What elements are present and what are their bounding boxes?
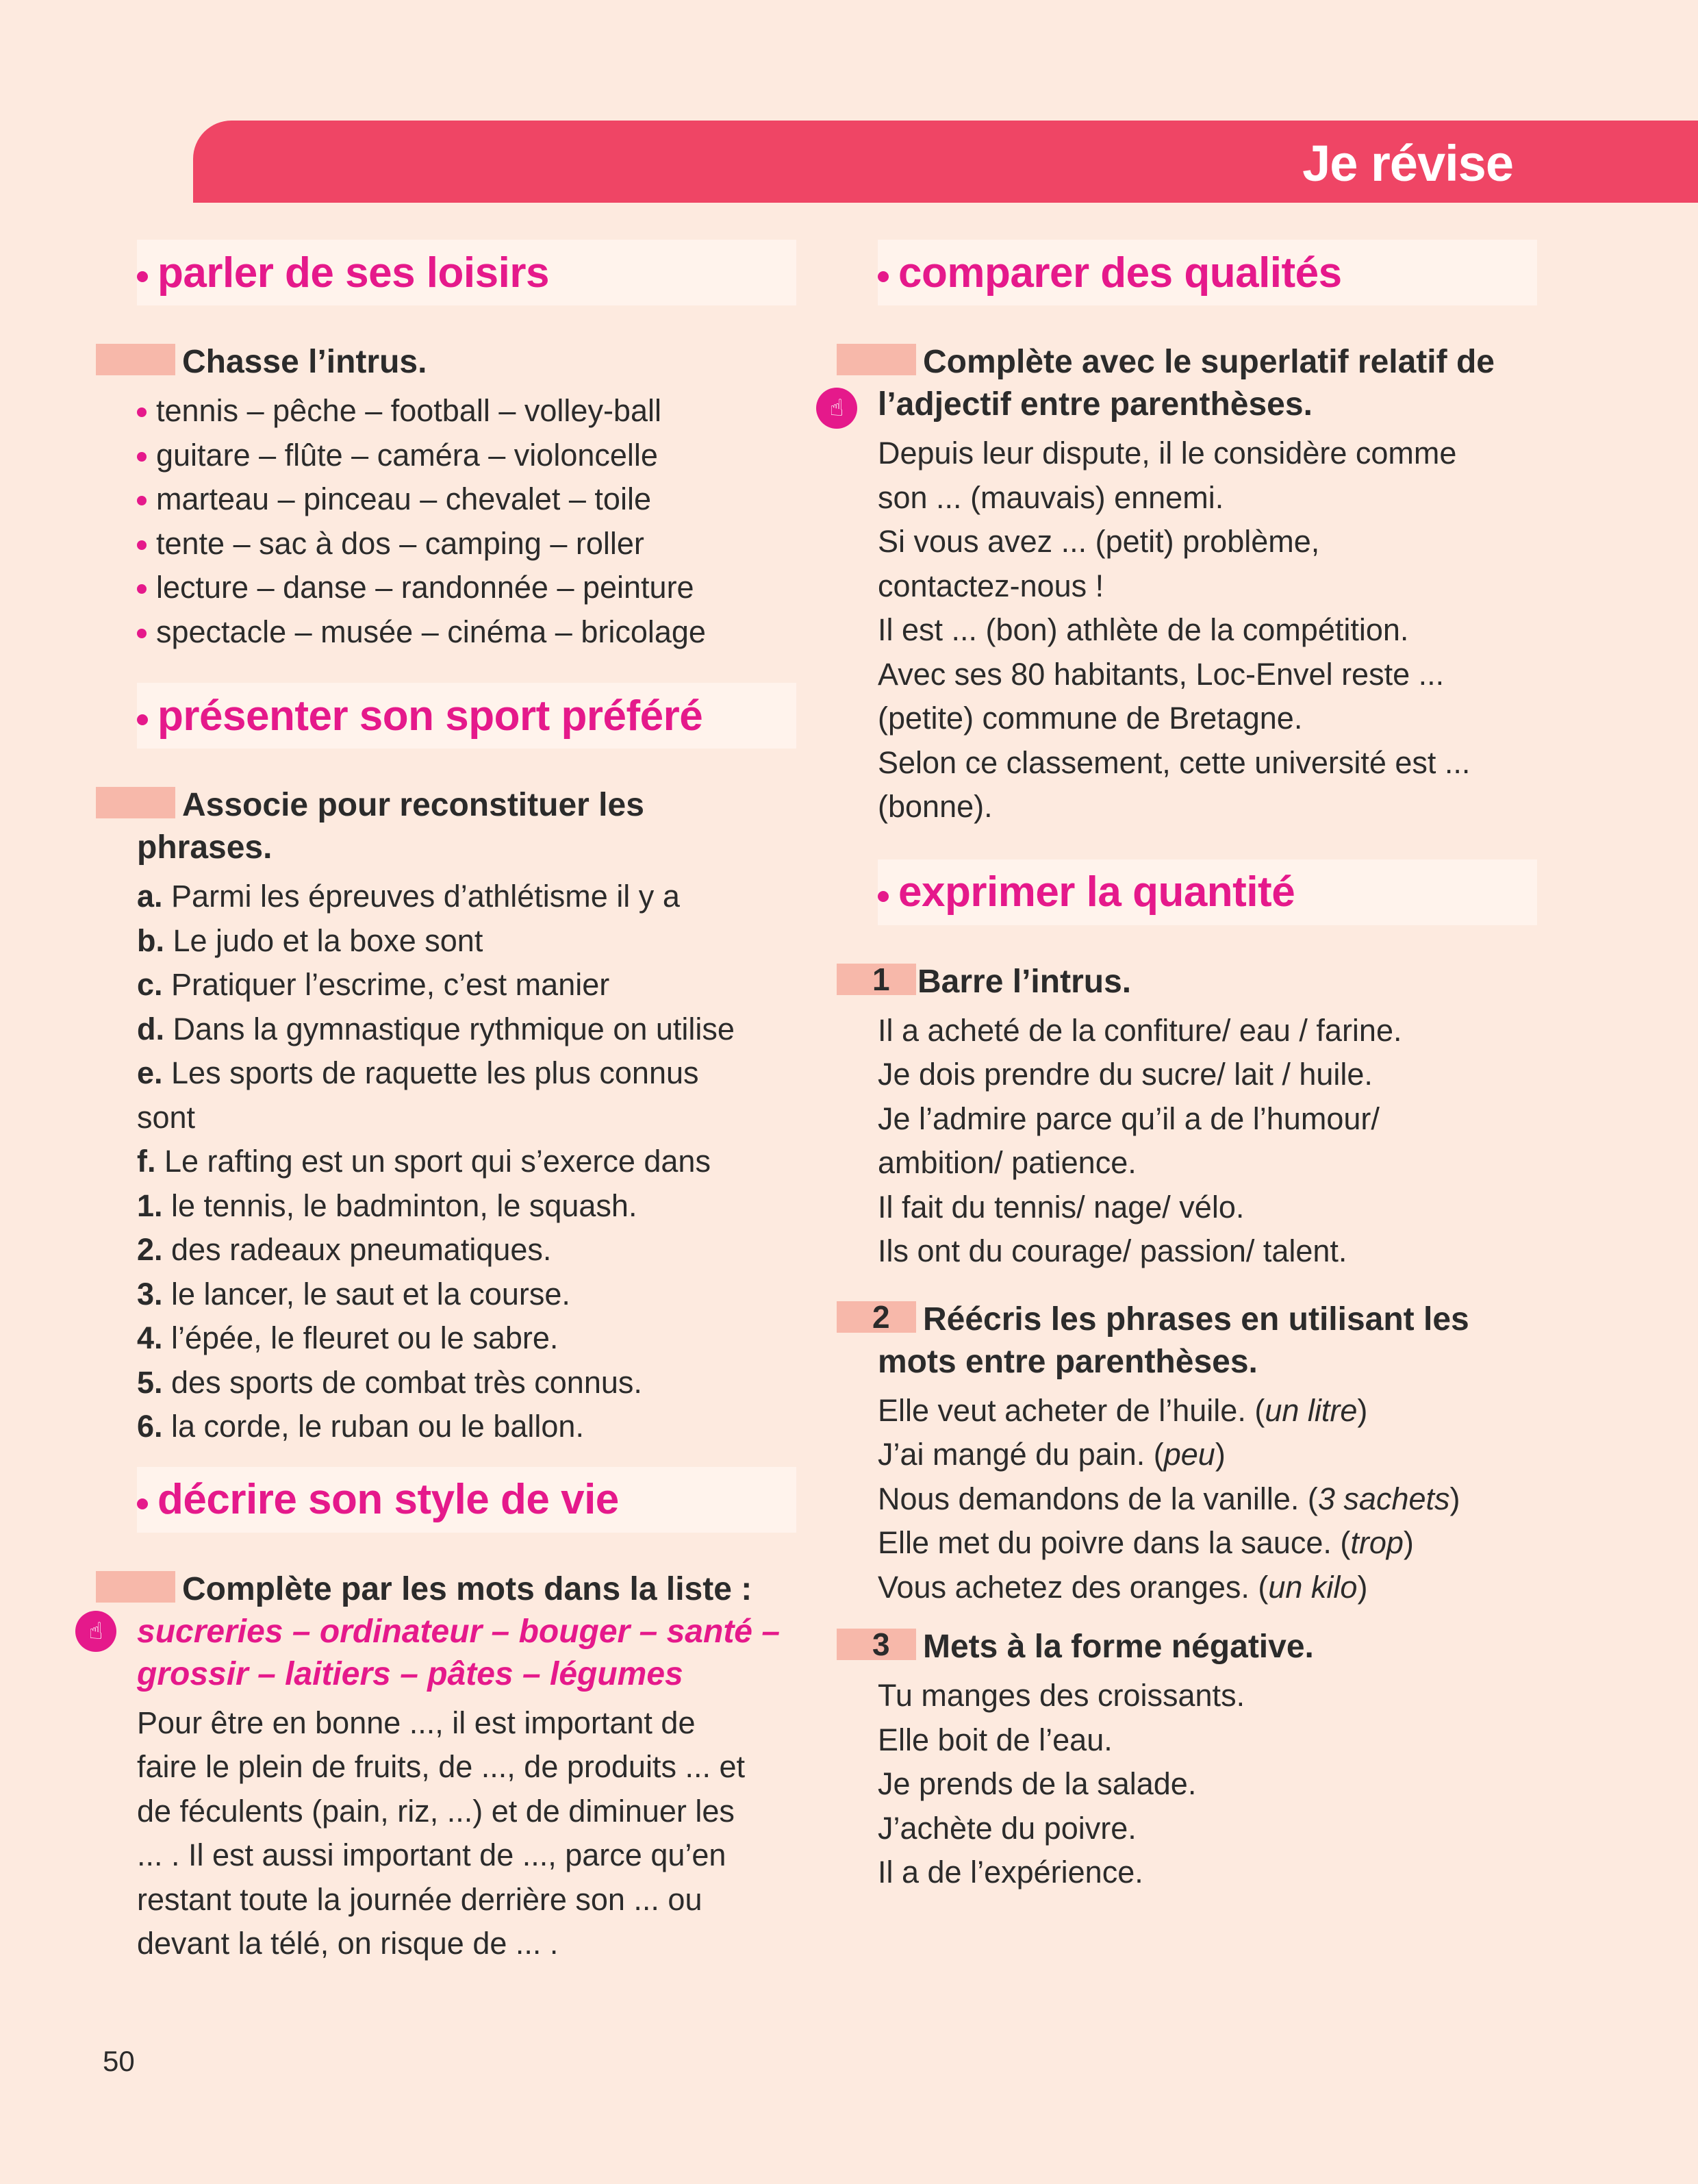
list-item (137, 1051, 808, 1096)
paren: ) (1357, 1569, 1368, 1605)
text-line: devant la télé, on risque de ... . (137, 1926, 559, 1961)
item-text: Le rafting est un sport qui s’exerce dans (155, 1144, 711, 1179)
section-title: exprimer la quantité (898, 868, 1295, 916)
exercise-tag (96, 344, 175, 375)
text-line (878, 1477, 1549, 1522)
list-item (137, 875, 808, 919)
item-key: e. (137, 1055, 163, 1090)
list-item (137, 919, 808, 964)
text-line: de féculents (pain, riz, ...) et de diminuer les (137, 1793, 735, 1829)
exercise-complete-liste (88, 1568, 808, 1966)
exercise-tag (837, 344, 916, 375)
list-item (137, 1140, 808, 1184)
exercise-1-barre-intrus (837, 961, 1549, 1274)
item-text: des radeaux pneumatiques. (162, 1232, 552, 1267)
instruction-line: Complète avec le superlatif relatif de (923, 344, 1495, 380)
exercise-lines (878, 1674, 1549, 1895)
section-title: présenter son sport préféré (157, 692, 703, 740)
section-header-style-de-vie (137, 1467, 796, 1533)
item-key: 6. (137, 1409, 163, 1444)
bullet-dot (137, 714, 148, 725)
instruction-line: Réécris les phrases en utilisant les (923, 1301, 1469, 1338)
list-item: tennis – pêche – football – volley-ball (137, 389, 808, 434)
item-key: 4. (137, 1320, 163, 1355)
item-text: la corde, le ruban ou le ballon. (162, 1409, 584, 1444)
exercise-3-negative (837, 1626, 1549, 1895)
right-column (829, 240, 1549, 1895)
bullet-dot (878, 271, 889, 282)
list-item (137, 1272, 808, 1317)
text-line: Je l’admire parce qu’il a de l’humour/ (878, 1101, 1380, 1136)
exercise-instruction (137, 784, 808, 869)
item-key: b. (137, 922, 164, 958)
instruction-line: Associe pour reconstituer les (182, 787, 644, 823)
instruction-line: phrases. (137, 829, 273, 866)
list-item (137, 1405, 808, 1449)
list-item (137, 1228, 808, 1272)
hint: peu (1163, 1437, 1215, 1472)
list-item (137, 1316, 808, 1361)
text-line: (petite) commune de Bretagne. (878, 701, 1303, 736)
list-item (137, 963, 808, 1007)
text-line: Selon ce classement, cette université est ... (878, 744, 1471, 780)
text-line: Depuis leur dispute, il le considère comme (878, 436, 1457, 470)
list-item (137, 1184, 808, 1229)
word-list-line: sucreries – ordinateur – bouger – santé – (137, 1613, 781, 1650)
list-item (137, 1096, 808, 1140)
sentence: Nous demandons de la vanille. ( (878, 1481, 1318, 1516)
item-key: d. (137, 1011, 164, 1046)
text-line (878, 1389, 1549, 1433)
text-line: Tu manges des croissants. (878, 1678, 1245, 1713)
bullet-dot (878, 891, 889, 902)
exercise-number: 3 (837, 1629, 916, 1660)
item-text: le lancer, le saut et la course. (162, 1276, 570, 1311)
text-line: faire le plein de fruits, de ..., de produits ... et (137, 1749, 745, 1784)
item-key: f. (137, 1144, 156, 1179)
item-text: sont (137, 1099, 196, 1135)
text-line: contactez-nous ! (878, 568, 1104, 603)
text-line: Je prends de la salade. (878, 1766, 1197, 1801)
section-header-sport (137, 683, 796, 749)
text-line: ambition/ patience. (878, 1145, 1137, 1180)
list-item: marteau – pinceau – chevalet – toile (137, 477, 808, 522)
text-line: Avec ses 80 habitants, Loc-Envel reste ... (878, 656, 1445, 692)
section-title: comparer des qualités (898, 249, 1342, 297)
list-item: guitare – flûte – caméra – violoncelle (137, 434, 808, 478)
text-line: ... . Il est aussi important de ..., parce qu’en (137, 1837, 726, 1872)
list-item: lecture – danse – randonnée – peinture (137, 566, 808, 610)
section-header-quantite (878, 859, 1537, 925)
exercise-lines (137, 875, 808, 1449)
text-line: Ils ont du courage/ passion/ talent. (878, 1233, 1347, 1268)
sentence: Elle met du poivre dans la sauce. ( (878, 1525, 1351, 1560)
item-text: Pratiquer l’escrime, c’est manier (162, 967, 610, 1002)
exercise-superlatif (829, 341, 1549, 829)
text-line: restant toute la journée derrière son ... ou (137, 1881, 702, 1917)
page-title: Je révise (1302, 135, 1513, 192)
exercise-instruction (878, 341, 1549, 426)
item-text: Les sports de raquette les plus connus (162, 1055, 699, 1090)
item-key: c. (137, 967, 163, 1002)
exercise-instruction: Complète par les mots dans la liste : (182, 1570, 752, 1607)
exercise-associe (96, 784, 808, 1449)
hint: 3 sachets (1317, 1481, 1450, 1516)
section-header-loisirs (137, 240, 796, 305)
item-text: le tennis, le badminton, le squash. (162, 1188, 637, 1223)
exercise-chasse-intrus (96, 341, 808, 654)
section-header-comparer (878, 240, 1537, 305)
word-list (137, 1611, 808, 1696)
list-item: spectacle – musée – cinéma – bricolage (137, 610, 808, 655)
instruction-line: l’adjectif entre parenthèses. (878, 386, 1313, 423)
text-line: Je dois prendre du sucre/ lait / huile. (878, 1057, 1373, 1092)
exercise-lines (878, 431, 1549, 829)
item-text: l’épée, le fleuret ou le sabre. (162, 1320, 559, 1355)
text-line: J’achète du poivre. (878, 1810, 1137, 1846)
section-title: parler de ses loisirs (157, 249, 549, 297)
hand-pointer-icon[interactable]: ☝ (816, 388, 857, 429)
exercise-tag (96, 1571, 175, 1603)
left-column (88, 240, 808, 1966)
item-key: a. (137, 879, 163, 914)
text-line: son ... (mauvais) ennemi. (878, 479, 1224, 515)
exercise-lines (137, 1701, 808, 1966)
item-text: Le judo et la boxe sont (164, 922, 483, 958)
text-line: Pour être en bonne ..., il est important de (137, 1705, 696, 1740)
list-item (137, 1361, 808, 1405)
exercise-lines (878, 1389, 1549, 1610)
paren: ) (1403, 1525, 1414, 1560)
hand-pointer-icon[interactable]: ☝ (75, 1611, 116, 1652)
text-line: Elle boit de l’eau. (878, 1722, 1113, 1757)
item-text: Parmi les épreuves d’athlétisme il y a (162, 879, 680, 914)
hint: un litre (1265, 1392, 1358, 1428)
text-line: Il fait du tennis/ nage/ vélo. (878, 1189, 1245, 1225)
bullet-dot (137, 1498, 148, 1509)
exercise-instruction: Barre l’intrus. (917, 963, 1132, 1000)
item-key: 1. (137, 1188, 163, 1223)
hint: un kilo (1268, 1569, 1358, 1605)
paren: ) (1449, 1481, 1460, 1516)
item-key: 5. (137, 1364, 163, 1400)
text-line: Il est ... (bon) athlète de la compétition. (878, 612, 1409, 647)
bullet-dot (137, 271, 148, 282)
text-line: Si vous avez ... (petit) problème, (878, 524, 1320, 559)
item-text: Dans la gymnastique rythmique on utilise (164, 1011, 735, 1046)
sentence: Elle veut acheter de l’huile. ( (878, 1392, 1265, 1428)
list-item (137, 1007, 808, 1052)
text-line: Il a de l’expérience. (878, 1855, 1143, 1890)
list-item: tente – sac à dos – camping – roller (137, 522, 808, 566)
instruction-line: mots entre parenthèses. (878, 1343, 1258, 1380)
section-title: décrire son style de vie (157, 1476, 619, 1523)
item-text: des sports de combat très connus. (162, 1364, 642, 1400)
sentence: Vous achetez des oranges. ( (878, 1569, 1269, 1605)
item-key: 3. (137, 1276, 163, 1311)
sentence: J’ai mangé du pain. ( (878, 1437, 1164, 1472)
exercise-number: 2 (837, 1301, 916, 1333)
exercise-lines (878, 1009, 1549, 1274)
text-line (878, 1433, 1549, 1477)
text-line: (bonne). (878, 789, 993, 824)
text-line (878, 1566, 1549, 1610)
paren: ) (1215, 1437, 1226, 1472)
exercise-instruction (878, 1298, 1549, 1383)
paren: ) (1357, 1392, 1368, 1428)
exercise-instruction: Chasse l’intrus. (182, 344, 427, 380)
word-list-line: grossir – laitiers – pâtes – légumes (137, 1655, 683, 1692)
item-key: 2. (137, 1232, 163, 1267)
exercise-number: 1 (837, 964, 916, 995)
hint: trop (1350, 1525, 1404, 1560)
header-banner (193, 121, 1698, 203)
exercise-tag (96, 787, 175, 818)
text-line (878, 1521, 1549, 1566)
exercise-lines (137, 389, 808, 654)
exercise-instruction: Mets à la forme négative. (923, 1629, 1314, 1665)
page-number: 50 (103, 2045, 135, 2077)
exercise-2-reecris (837, 1298, 1549, 1610)
text-line: Il a acheté de la confiture/ eau / farine. (878, 1012, 1402, 1048)
